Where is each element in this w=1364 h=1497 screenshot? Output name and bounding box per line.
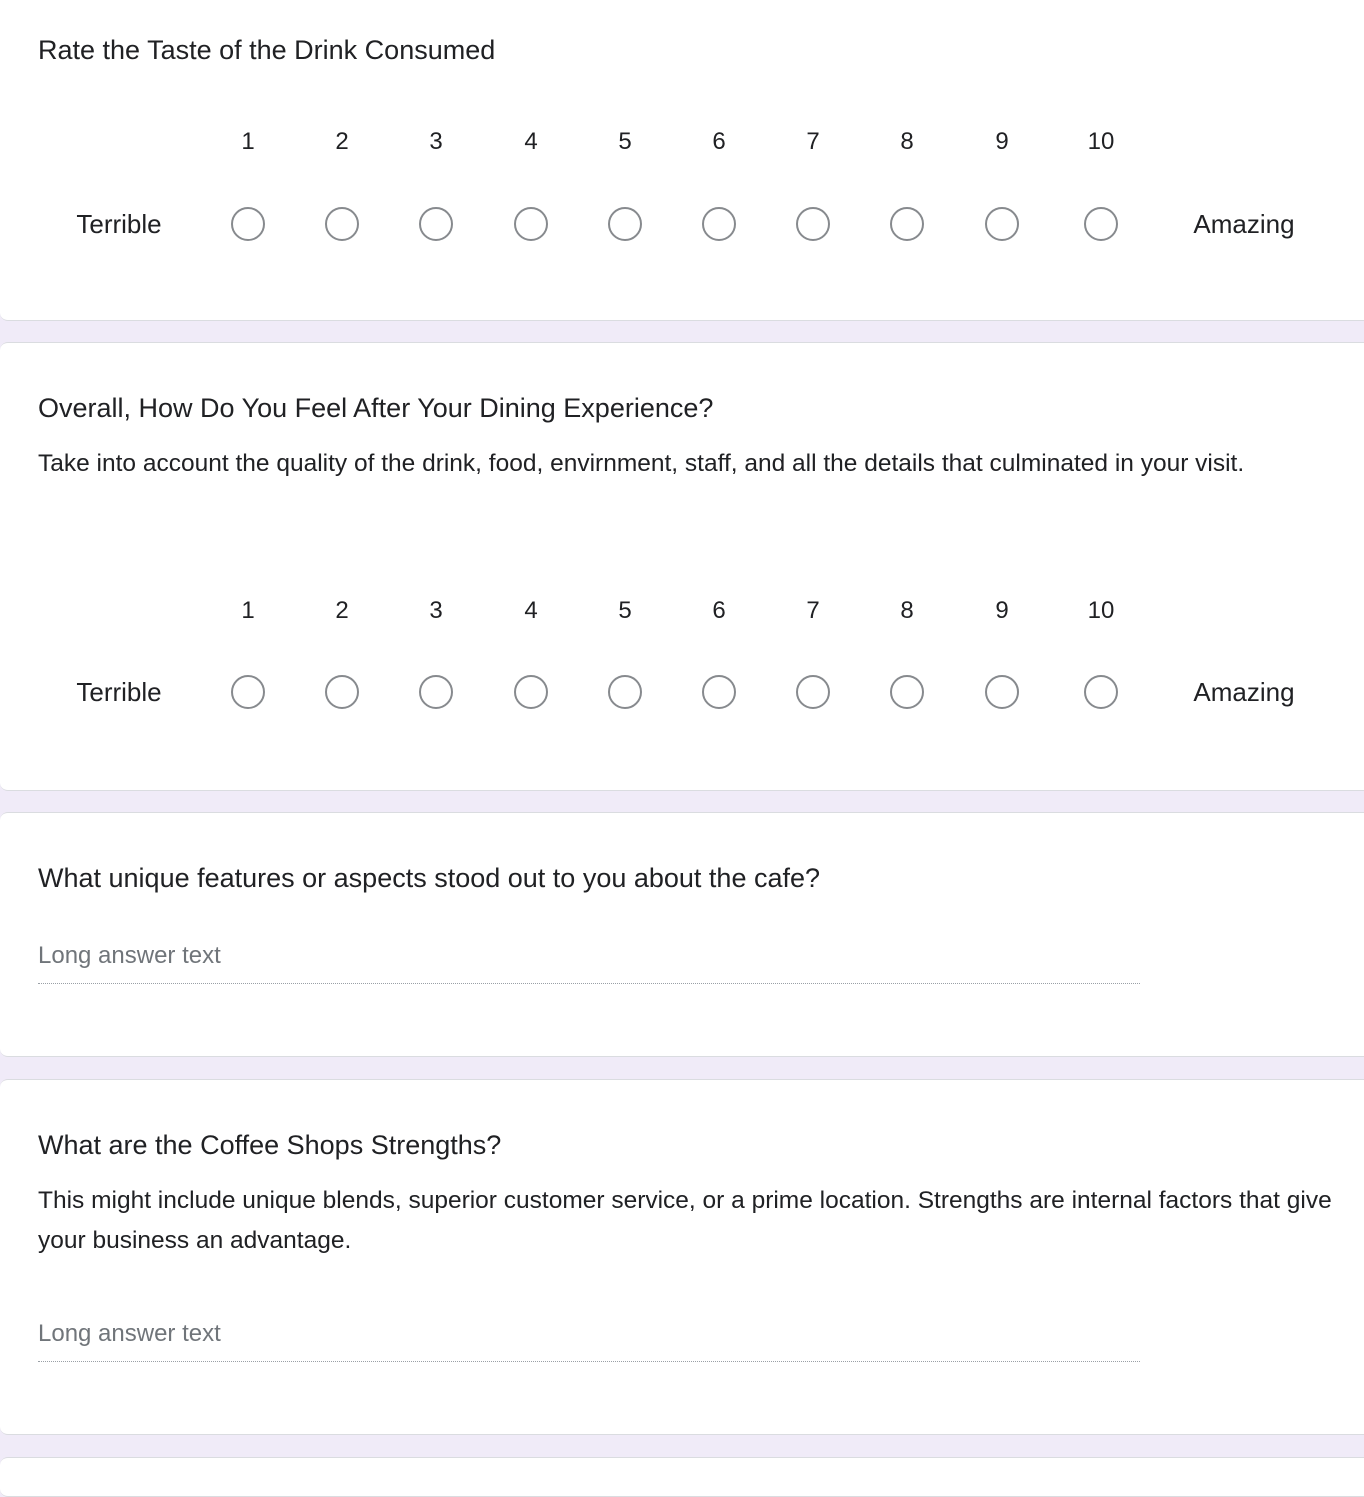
scale-number: 2 — [335, 128, 349, 155]
scale-radio-1[interactable] — [231, 207, 265, 241]
question-title: What are the Coffee Shops Strengths? — [38, 1130, 502, 1160]
scale-radio-7[interactable] — [796, 675, 830, 709]
scale-radio-4[interactable] — [514, 675, 548, 709]
scale-number: 9 — [995, 597, 1009, 624]
scale-number: 6 — [712, 128, 726, 155]
next-question-card — [0, 1457, 1364, 1497]
question-title: Rate the Taste of the Drink Consumed — [38, 35, 496, 65]
scale-max-label: Amazing — [1193, 677, 1295, 707]
scale-radio-2[interactable] — [325, 675, 359, 709]
scale-number: 7 — [806, 597, 820, 624]
scale-number: 7 — [806, 128, 820, 155]
scale-max-label: Amazing — [1193, 209, 1295, 239]
scale-radio-9[interactable] — [985, 207, 1019, 241]
scale-number: 5 — [618, 128, 632, 155]
scale-number: 2 — [335, 597, 349, 624]
scale-number: 6 — [712, 597, 726, 624]
scale-radio-1[interactable] — [231, 675, 265, 709]
scale-radio-6[interactable] — [702, 675, 736, 709]
long-answer-input[interactable]: Long answer text — [38, 1320, 221, 1347]
scale-radio-10[interactable] — [1084, 207, 1118, 241]
scale-radio-8[interactable] — [890, 207, 924, 241]
scale-number: 3 — [429, 597, 443, 624]
scale-number: 4 — [524, 128, 538, 155]
question-card-overall — [0, 342, 1364, 791]
scale-number: 10 — [1087, 128, 1115, 155]
scale-number: 10 — [1087, 597, 1115, 624]
question-title: Overall, How Do You Feel After Your Dining Experience? — [38, 393, 714, 423]
scale-number: 8 — [900, 128, 914, 155]
scale-number: 3 — [429, 128, 443, 155]
question-card-strengths — [0, 1079, 1364, 1435]
scale-number: 5 — [618, 597, 632, 624]
question-description: This might include unique blends, superior customer service, or a prime location. Strengths are internal factors that give your business an advantage. — [38, 1187, 1332, 1254]
scale-radio-8[interactable] — [890, 675, 924, 709]
scale-number: 1 — [241, 128, 255, 155]
scale-min-label: Terrible — [76, 677, 162, 707]
scale-radio-7[interactable] — [796, 207, 830, 241]
scale-radio-4[interactable] — [514, 207, 548, 241]
question-card-taste — [0, 0, 1364, 321]
scale-radio-5[interactable] — [608, 207, 642, 241]
scale-number: 8 — [900, 597, 914, 624]
question-card-unique-features — [0, 812, 1364, 1057]
scale-radio-3[interactable] — [419, 675, 453, 709]
scale-radio-10[interactable] — [1084, 675, 1118, 709]
scale-radio-3[interactable] — [419, 207, 453, 241]
answer-underline — [38, 1361, 1140, 1362]
scale-radio-6[interactable] — [702, 207, 736, 241]
question-title: What unique features or aspects stood out to you about the cafe? — [38, 863, 821, 893]
question-description: Take into account the quality of the drink, food, envirnment, staff, and all the details that culminated in your visit. — [38, 450, 1245, 477]
long-answer-input[interactable]: Long answer text — [38, 942, 221, 969]
answer-underline — [38, 983, 1140, 984]
scale-radio-9[interactable] — [985, 675, 1019, 709]
scale-number: 9 — [995, 128, 1009, 155]
scale-number: 4 — [524, 597, 538, 624]
scale-number: 1 — [241, 597, 255, 624]
scale-radio-2[interactable] — [325, 207, 359, 241]
scale-radio-5[interactable] — [608, 675, 642, 709]
scale-min-label: Terrible — [76, 209, 162, 239]
